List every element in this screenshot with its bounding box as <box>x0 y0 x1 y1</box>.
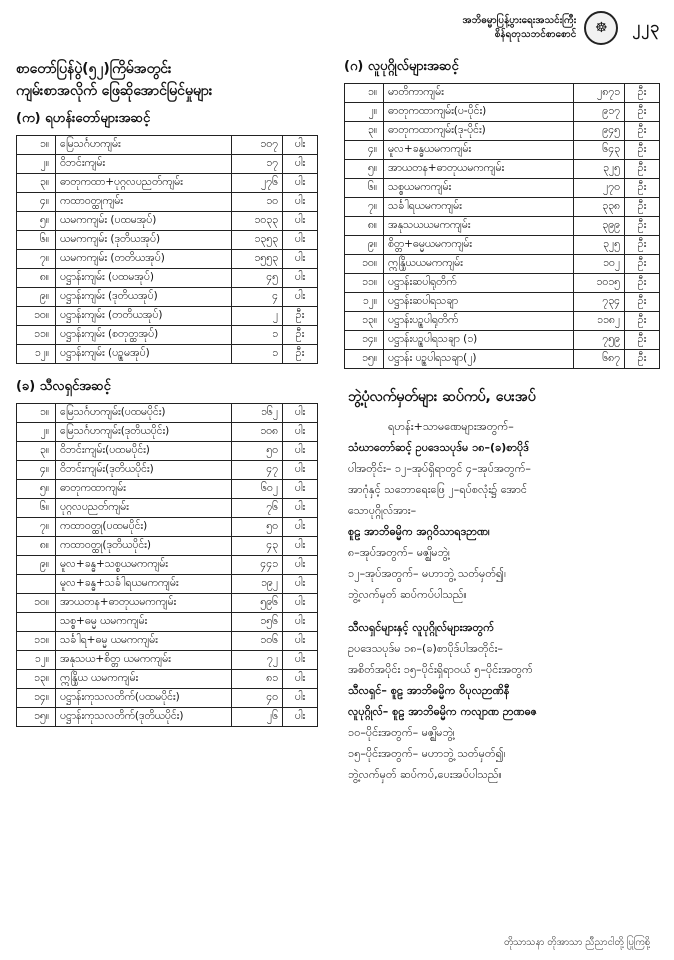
count-value: ၃၉၉ <box>574 217 625 236</box>
subject-name: ပဋ္ဌာန်းကုသလတိက်(ပထမပိုင်း) <box>56 689 232 708</box>
subject-name: အာယတန+ဓာတုယမကကျမ်း <box>56 594 232 613</box>
subject-name: မြေသင်္ဂဟကျမ်း(ပထမပိုင်း) <box>56 404 232 423</box>
subject-name: သင်္ခါရ+ဓမ္မ ယမကကျမ်း <box>56 632 232 651</box>
count-value: ၁၀၆ <box>232 632 283 651</box>
unit-label: ဦး <box>625 179 660 198</box>
unit-label: ပါး <box>283 155 318 174</box>
subject-name: ပဋ္ဌာန်းဆပါရသချာ <box>384 293 574 312</box>
unit-label: ပါး <box>283 594 318 613</box>
subject-name: ဝိဘင်းကျမ်း(ဒုတိယပိုင်း) <box>56 461 232 480</box>
table-row <box>345 179 660 198</box>
table-row <box>17 670 318 689</box>
table-row <box>17 575 318 594</box>
table-row <box>17 155 318 174</box>
table-row <box>17 345 318 364</box>
subject-name: သစ္စ+ဓမ္မ ယမကကျမ်း <box>56 613 232 632</box>
table-row <box>17 442 318 461</box>
subject-name: ဝိဘင်းကျမ်း(ပထမပိုင်း) <box>56 442 232 461</box>
notice-line: ဘွဲ့လက်မှတ် ဆပ်ကပ်,ပေးအပ်ပါသည်။ <box>348 768 502 781</box>
unit-label: ဦး <box>625 331 660 350</box>
row-number: ၉။ <box>17 288 56 307</box>
row-number: ၈။ <box>17 537 56 556</box>
row-number: ၇။ <box>17 518 56 537</box>
table-row <box>345 198 660 217</box>
unit-label: ပါး <box>283 404 318 423</box>
row-number: ၆။ <box>345 179 384 198</box>
unit-label: ပါး <box>283 518 318 537</box>
unit-label: ဦး <box>625 274 660 293</box>
notice-line: စူဠ အာဘိဓမ္မိက အဂ္ဂဝိသာရဒဉာဏ၊ <box>348 525 490 538</box>
row-number: ၇။ <box>345 198 384 217</box>
table-row <box>17 537 318 556</box>
table-row <box>17 499 318 518</box>
notice-line: ဥပဒေသပုဒ်မ ၁၈–(ခ)စာပိုဒ်ပါအတိုင်း– <box>348 642 503 655</box>
unit-label: ပါး <box>283 250 318 269</box>
count-value: ၁၀၇ <box>232 136 283 155</box>
count-value: ၃၂၅ <box>574 160 625 179</box>
row-number: ၁၀။ <box>17 307 56 326</box>
table-row <box>17 689 318 708</box>
table-row <box>17 269 318 288</box>
table-row <box>345 122 660 141</box>
row-number: ၇။ <box>17 250 56 269</box>
row-number: ၉။ <box>345 236 384 255</box>
notice-line: သောပုဂ္ဂိုလ်အား– <box>348 504 417 517</box>
notice-line: ၁၂–အုပ်အတွက်– မဟာဘွဲ့ သတ်မှတ်၍၊ <box>348 567 506 580</box>
table-row <box>345 255 660 274</box>
subject-name: မူလ+ခန္ဓ+သင်္ခါရယမကကျမ်း <box>56 575 232 594</box>
count-value: ၇၆ <box>232 499 283 518</box>
row-number: ၁။ <box>345 84 384 103</box>
subject-name: အနုသယ+စိတ္တ ယမကကျမ်း <box>56 651 232 670</box>
count-value: ၂၇၆ <box>232 174 283 193</box>
table-row <box>17 613 318 632</box>
count-value: ၁၅၆ <box>232 613 283 632</box>
table-row <box>17 404 318 423</box>
row-number: ၆။ <box>17 231 56 250</box>
header-text <box>462 14 576 42</box>
row-number <box>17 575 56 594</box>
subject-name: မြေသင်္ဂဟကျမ်း <box>56 136 232 155</box>
main-title <box>16 58 318 102</box>
count-value: ၁၀၂ <box>574 255 625 274</box>
unit-label: ပါး <box>283 442 318 461</box>
count-value: ၁၀၁၅ <box>574 274 625 293</box>
count-value: ၂၆ <box>232 708 283 727</box>
table-row <box>17 174 318 193</box>
table-row <box>345 160 660 179</box>
subject-name: ကထာဝတ္ထု(ပထမပိုင်း) <box>56 518 232 537</box>
count-value: ၇၂ <box>232 651 283 670</box>
main-title-line-1: စာတော်ပြန်ပွဲ(၅၂)ကြိမ်အတွင်း <box>16 61 172 77</box>
row-number: ၂။ <box>17 423 56 442</box>
table-row <box>17 136 318 155</box>
count-value: ၆၈၇ <box>574 350 625 369</box>
section-a-title: (က) ရဟန်းတော်များအဆင့် <box>16 111 151 126</box>
notice-body <box>344 416 660 785</box>
unit-label: ဦး <box>625 293 660 312</box>
row-number: ၆။ <box>17 499 56 518</box>
subject-name: ဓာတုကထာကျမ်း(ပ-ပိုင်း) <box>384 103 574 122</box>
section-c-table <box>344 83 660 369</box>
table-row <box>17 461 318 480</box>
subject-name: ပဋ္ဌာန်းကျမ်း (တတိယအုပ်) <box>56 307 232 326</box>
subject-name: မူလ+ခန္ဓ+သစ္စယမကကျမ်း <box>56 556 232 575</box>
table-row <box>345 274 660 293</box>
unit-label: ဦး <box>625 350 660 369</box>
unit-label: ပါး <box>283 651 318 670</box>
unit-label: ဦး <box>625 198 660 217</box>
unit-label: ပါး <box>283 288 318 307</box>
header-line-2: စိန်ရတုသဘင်စာစောင် <box>494 29 577 40</box>
unit-label: ဦး <box>625 160 660 179</box>
row-number: ၄။ <box>17 461 56 480</box>
subject-name: ဣန္ဒြိယယမကကျမ်း <box>384 255 574 274</box>
row-number: ၁၁။ <box>17 632 56 651</box>
left-column <box>16 58 318 727</box>
count-value: ၄၀ <box>232 689 283 708</box>
subject-name: ယမကကျမ်း (ပထမအုပ်) <box>56 212 232 231</box>
unit-label: ပါး <box>283 689 318 708</box>
notice-line: ပါအတိုင်း– ၁၂–အုပ်ရှိရာတွင် ၄–အုပ်အတွက်– <box>348 462 531 475</box>
count-value: ၅၀ <box>232 442 283 461</box>
row-number <box>17 613 56 632</box>
table-row <box>345 312 660 331</box>
row-number: ၅။ <box>17 212 56 231</box>
count-value: ၁၃၅၃ <box>232 231 283 250</box>
unit-label: ဦး <box>625 103 660 122</box>
row-number: ၃။ <box>17 442 56 461</box>
notice-line: ၈–အုပ်အတွက်– မဇ္ဈိမဘွဲ့၊ <box>348 546 450 559</box>
subject-name: မာတိကာကျမ်း <box>384 84 574 103</box>
table-row <box>345 141 660 160</box>
unit-label: ဦး <box>625 84 660 103</box>
count-value: ၁၀၃၃ <box>232 212 283 231</box>
unit-label: ပါး <box>283 670 318 689</box>
count-value: ၃၂၅ <box>574 236 625 255</box>
table-row <box>17 423 318 442</box>
section-b-title: (ခ) သီလရှင်အဆင့် <box>16 379 111 394</box>
count-value: ၄ <box>232 288 283 307</box>
unit-label: ဦး <box>625 236 660 255</box>
section-a-table <box>16 135 318 364</box>
unit-label: ဦး <box>625 122 660 141</box>
count-value: ၁၇ <box>232 155 283 174</box>
count-value: ၈၁ <box>232 670 283 689</box>
table-row <box>17 594 318 613</box>
row-number: ၅။ <box>345 160 384 179</box>
row-number: ၁၃။ <box>17 670 56 689</box>
count-value: ၃၃၈ <box>574 198 625 217</box>
table-row <box>17 212 318 231</box>
subject-name: ဝိဘင်းကျမ်း <box>56 155 232 174</box>
count-value: ၁၆၂ <box>232 404 283 423</box>
subject-name: အာယတန+ဓာတုယမကကျမ်း <box>384 160 574 179</box>
unit-label: ပါး <box>283 613 318 632</box>
unit-label: ဦး <box>283 326 318 345</box>
row-number: ၃။ <box>345 122 384 141</box>
row-number: ၁၀။ <box>345 255 384 274</box>
table-row <box>17 326 318 345</box>
notice-line: အာဂုံနှင့် သဘောရေးဖြေ ၂–ရပ်စလုံး၌ အောင် <box>348 483 528 496</box>
count-value: ၁ <box>232 326 283 345</box>
row-number: ၁၁။ <box>17 326 56 345</box>
page-number: ၂၂၃ <box>632 17 660 36</box>
row-number: ၁၁။ <box>345 274 384 293</box>
unit-label: ပါး <box>283 461 318 480</box>
notice-line: အစိတ်အပိုင်း ၁၅–ပိုင်းရှိရာဝယ် ၅–ပိုင်းအတွက် <box>348 663 533 676</box>
table-row <box>17 480 318 499</box>
page-header <box>300 8 660 48</box>
table-row <box>17 193 318 212</box>
table-row <box>17 307 318 326</box>
table-row <box>345 236 660 255</box>
row-number: ၄။ <box>345 141 384 160</box>
table-row <box>345 350 660 369</box>
unit-label: ပါး <box>283 632 318 651</box>
association-seal-icon: ☸ <box>584 11 618 45</box>
row-number: ၁။ <box>17 136 56 155</box>
subject-name: ဓာတုကထာ+ပုဂ္ဂလပညတ်ကျမ်း <box>56 174 232 193</box>
notice-line: သီလရှင်– စူဠ အာဘိဓမ္မိက ဝိပုလဉာဏိနီ <box>348 684 510 697</box>
row-number: ၈။ <box>17 269 56 288</box>
unit-label: ပါး <box>283 174 318 193</box>
count-value: ၁၅၅၃ <box>232 250 283 269</box>
unit-label: ပါး <box>283 212 318 231</box>
count-value: ၂၇၀ <box>574 179 625 198</box>
table-row <box>345 293 660 312</box>
table-row <box>345 217 660 236</box>
row-number: ၁၄။ <box>17 689 56 708</box>
row-number: ၈။ <box>345 217 384 236</box>
unit-label: ပါး <box>283 193 318 212</box>
table-row <box>17 231 318 250</box>
table-row <box>17 708 318 727</box>
table-row <box>17 632 318 651</box>
unit-label: ပါး <box>283 499 318 518</box>
count-value: ၁ <box>232 345 283 364</box>
subject-name: ကထာဝတ္ထု(ဒုတိယပိုင်း) <box>56 537 232 556</box>
subject-name: ပဋ္ဌာန်းပဉ္စပါရုတိက် <box>384 312 574 331</box>
row-number: ၁။ <box>17 404 56 423</box>
unit-label: ဦး <box>625 255 660 274</box>
unit-label: ပါး <box>283 231 318 250</box>
table-row <box>17 288 318 307</box>
row-number: ၉။ <box>17 556 56 575</box>
row-number: ၁၅။ <box>345 350 384 369</box>
notice-line: သံဃာတော်ဆင့် ဥပဒေသပုဒ်မ ၁၈–(ခ)စာပိုဒ် <box>348 441 530 454</box>
subject-name: ပဋ္ဌာန်းကုသလတိက်(ဒုတိယပိုင်း) <box>56 708 232 727</box>
subject-name: ပဋ္ဌာန်းကျမ်း (စတုတ္ထအုပ်) <box>56 326 232 345</box>
table-row <box>345 103 660 122</box>
count-value: ၁၀ <box>232 193 283 212</box>
subject-name: ပဋ္ဌာန်း ပဉ္စပါရသချာ(၂) <box>384 350 574 369</box>
subject-name: ယမကကျမ်း (ဒုတိယအုပ်) <box>56 231 232 250</box>
subject-name: ဣန္ဒြိယ ယမကကျမ်း <box>56 670 232 689</box>
count-value: ၅၉၆ <box>232 594 283 613</box>
unit-label: ဦး <box>283 307 318 326</box>
table-row <box>345 84 660 103</box>
unit-label: ပါး <box>283 575 318 594</box>
row-number: ၁၅။ <box>17 708 56 727</box>
subject-name: သစ္စယမကကျမ်း <box>384 179 574 198</box>
notice-line: ၁၀–ပိုင်းအတွက်– မဇ္ဈိမဘွဲ့၊ <box>348 726 455 739</box>
subject-name: စိတ္တ+ဓမ္မယမကကျမ်း <box>384 236 574 255</box>
subject-name: အနုသယယမကကျမ်း <box>384 217 574 236</box>
row-number: ၁၂။ <box>345 293 384 312</box>
subject-name: မြေသင်္ဂဟကျမ်း(ဒုတိယပိုင်း) <box>56 423 232 442</box>
subject-name: သင်္ခါရယမကကျမ်း <box>384 198 574 217</box>
unit-label: ပါး <box>283 269 318 288</box>
section-c-title: (ဂ) လူပုဂ္ဂိုလ်များအဆင့် <box>344 59 459 74</box>
row-number: ၄။ <box>17 193 56 212</box>
count-value: ၄၇ <box>232 461 283 480</box>
table-row <box>17 518 318 537</box>
main-title-line-2: ကျမ်းစာအလိုက် ဖြေဆိုအောင်မြင်မှုများ <box>16 83 213 99</box>
row-number: ၃။ <box>17 174 56 193</box>
row-number: ၂။ <box>17 155 56 174</box>
subject-name: ကထာဝတ္ထုကျမ်း <box>56 193 232 212</box>
row-number: ၅။ <box>17 480 56 499</box>
count-value: ၅၀ <box>232 518 283 537</box>
notice-line: ၁၅–ပိုင်းအတွက်– မဟာဘွဲ့ သတ်မှတ်၍၊ <box>348 747 506 760</box>
count-value: ၂၈၇၁ <box>574 84 625 103</box>
count-value: ၄၅ <box>232 269 283 288</box>
subject-name: ပဋ္ဌာန်းကျမ်း (ဒုတိယအုပ်) <box>56 288 232 307</box>
header-line-1: အဘိဓမ္မာပြန့်ပွားရေးအသင်းကြီး <box>462 15 577 26</box>
unit-label: ပါး <box>283 423 318 442</box>
subject-name: ပဋ္ဌာန်းကျမ်း (ပဉ္စမအုပ်) <box>56 345 232 364</box>
table-row <box>345 331 660 350</box>
subject-name: ဓာတုကထာကျမ်း <box>56 480 232 499</box>
row-number: ၁၄။ <box>345 331 384 350</box>
subject-name: ပဋ္ဌာန်းပဉ္စပါရသချာ (၁) <box>384 331 574 350</box>
unit-label: ပါး <box>283 537 318 556</box>
subject-name: ပုဂ္ဂလပညတ်ကျမ်း <box>56 499 232 518</box>
notice-title: ဘွဲ့ပုံလက်မှတ်များ ဆပ်ကပ်, ပေးအပ် <box>348 389 536 405</box>
subject-name: ဓာတုကထာကျမ်း(ဒု-ပိုင်း) <box>384 122 574 141</box>
count-value: ၄၄၁ <box>232 556 283 575</box>
table-row <box>17 651 318 670</box>
notice-line: လူပုဂ္ဂိုလ်– စူဠ အာဘိဓမ္မိက ကလျာဏ ဉာဏဓဇ <box>348 705 538 718</box>
row-number: ၁၃။ <box>345 312 384 331</box>
table-row <box>17 250 318 269</box>
row-number: ၁၀။ <box>17 594 56 613</box>
unit-label: ပါး <box>283 708 318 727</box>
count-value: ၆၀၂ <box>232 480 283 499</box>
row-number: ၂။ <box>345 103 384 122</box>
notice-line: ဘွဲ့လက်မှတ် ဆပ်ကပ်ပါသည်။ <box>348 588 467 601</box>
count-value: ၂ <box>232 307 283 326</box>
unit-label: ဦး <box>625 217 660 236</box>
count-value: ၇၅၉ <box>574 331 625 350</box>
unit-label: ပါး <box>283 556 318 575</box>
subject-name: ပဋ္ဌာန်းကျမ်း (ပထမအုပ်) <box>56 269 232 288</box>
unit-label: ဦး <box>625 312 660 331</box>
count-value: ၆၄၃ <box>574 141 625 160</box>
section-b-table <box>16 403 318 727</box>
row-number: ၁၂။ <box>17 651 56 670</box>
count-value: ၁၁၈၂ <box>574 312 625 331</box>
footer-slogan: တိုသာသနာ တိုအာသာ ညီညာငါတို့ ပြုကြစို့ <box>503 937 650 948</box>
unit-label: ဦး <box>283 345 318 364</box>
subject-name: ယမကကျမ်း (တတိယအုပ်) <box>56 250 232 269</box>
count-value: ၄၃ <box>232 537 283 556</box>
unit-label: ဦး <box>625 141 660 160</box>
notice-line: ရဟန်း+သာမဏေများအတွက်– <box>388 420 514 433</box>
table-row <box>17 556 318 575</box>
unit-label: ပါး <box>283 136 318 155</box>
row-number: ၁၂။ <box>17 345 56 364</box>
count-value: ၉၄၅ <box>574 122 625 141</box>
right-column <box>344 58 660 785</box>
subject-name: မူလ+ခန္ဓယမကကျမ်း <box>384 141 574 160</box>
count-value: ၉၁၇ <box>574 103 625 122</box>
notice-line: သီလရှင်များနှင့် လူပုဂ္ဂိုလ်များအတွက် <box>348 621 494 634</box>
subject-name: ပဋ္ဌာန်းဆပါရုတိက် <box>384 274 574 293</box>
unit-label: ပါး <box>283 480 318 499</box>
count-value: ၁၀၈ <box>232 423 283 442</box>
count-value: ၇၃၄ <box>574 293 625 312</box>
count-value: ၁၉၂ <box>232 575 283 594</box>
